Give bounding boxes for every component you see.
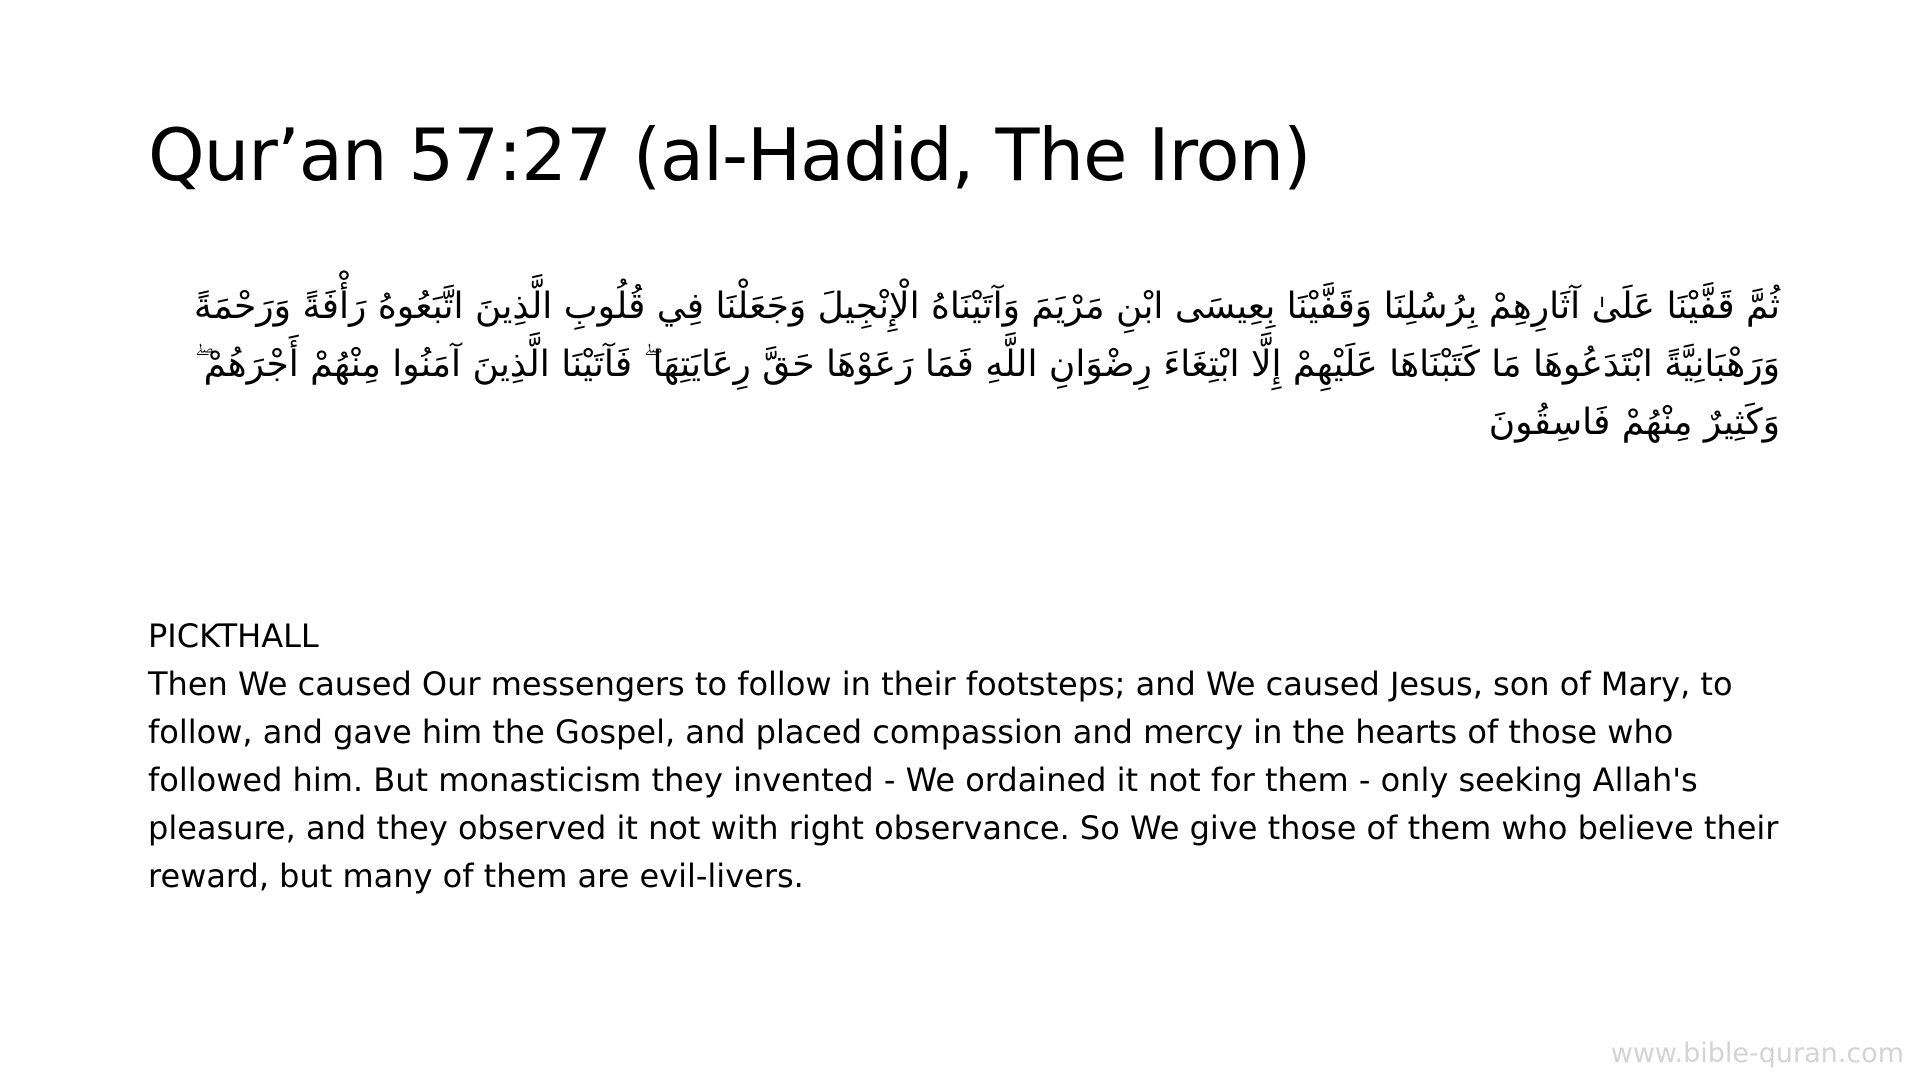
website-watermark: www.bible-quran.com [1610, 1038, 1904, 1069]
english-translation-text: Then We caused Our messengers to follow in their footsteps; and We caused Jesus, son of Mary, to follow, and gave him the Gospel, and placed compassion and mercy in the hearts of those who followed him. But monasticism they invented - We ordained it not for them - only seeking Allah's pleasure, and they observed it not with right observance. So We give those of them who believe their reward, but many of them are evil-livers. [148, 665, 1779, 895]
arabic-verse-text: ثُمَّ قَفَّيْنَا عَلَىٰ آثَارِهِمْ بِرُسُلِنَا وَقَفَّيْنَا بِعِيسَى ابْنِ مَرْيَمَ وَآتَيْنَاهُ الْإِنْجِيلَ وَجَعَلْنَا فِي قُلُوبِ الَّذِينَ اتَّبَعُوهُ رَأْفَةً وَرَحْمَةً وَرَهْبَانِيَّةً ابْتَدَعُوهَا مَا كَتَبْنَاهَا عَلَيْهِمْ إِلَّا ابْتِغَاءَ رِضْوَانِ اللَّهِ فَمَا رَعَوْهَا حَقَّ رِعَايَتِهَا ۖ فَآتَيْنَا الَّذِينَ آمَنُوا مِنْهُمْ أَجْرَهُمْ ۖ وَكَثِيرٌ مِنْهُمْ فَاسِقُونَ [193, 286, 1780, 443]
translator-label: PICKTHALL [148, 617, 319, 655]
slide-title: Qur’an 57:27 (al-Hadid, The Iron) [148, 113, 1311, 197]
